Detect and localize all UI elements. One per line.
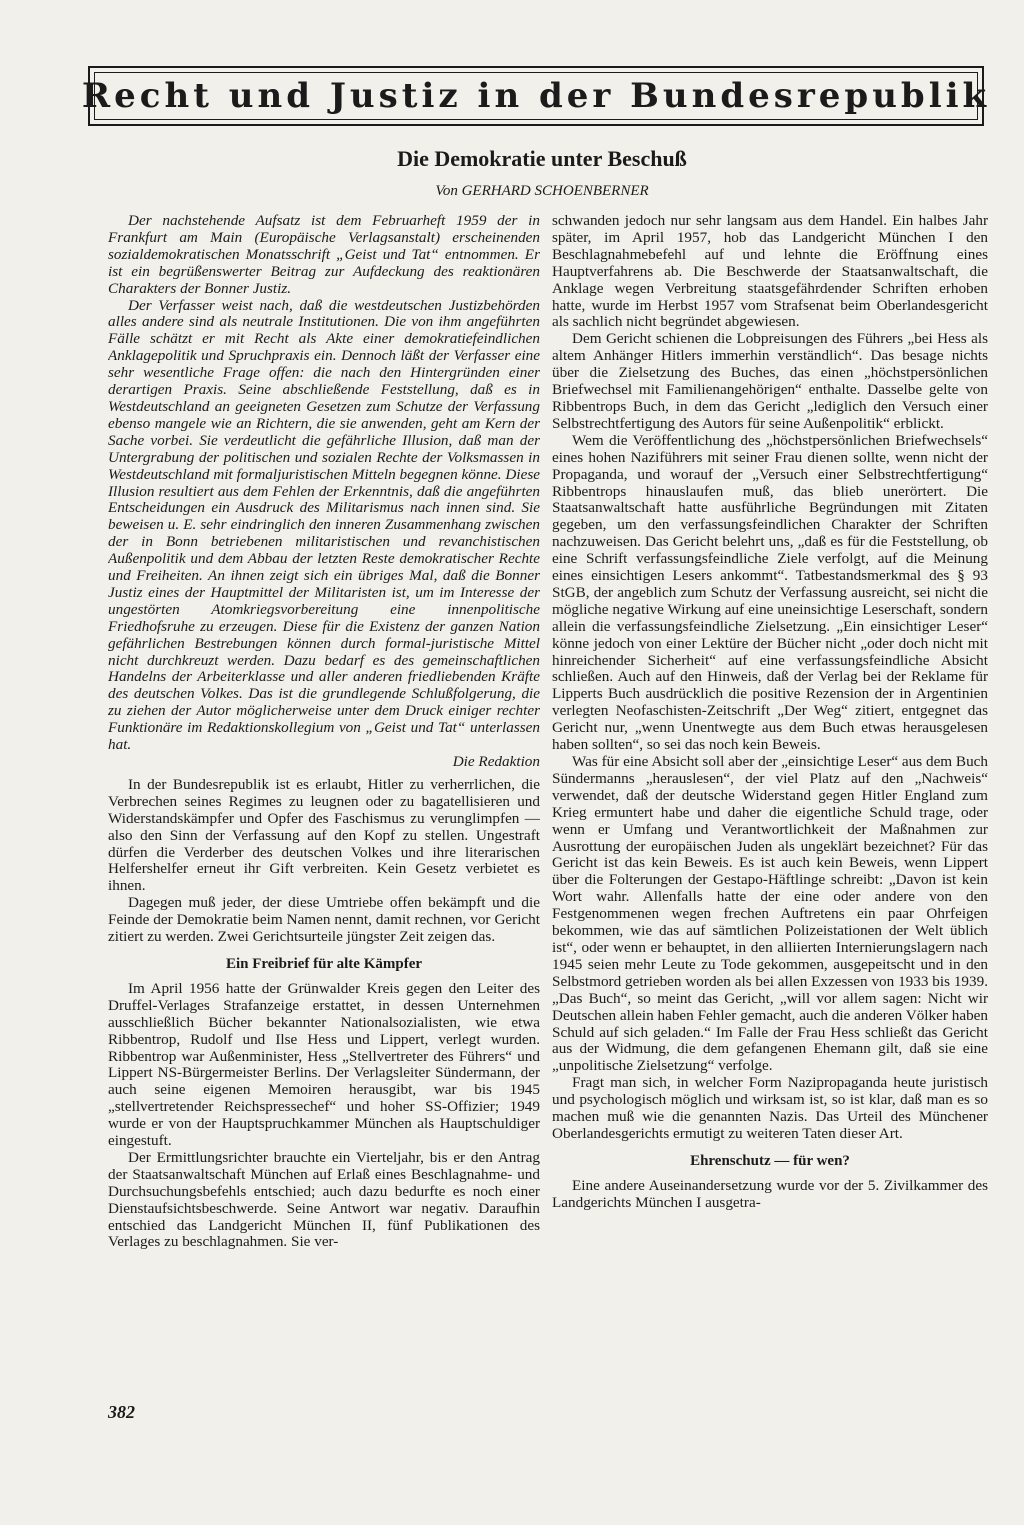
body-paragraph: Eine andere Auseinandersetzung wurde vor der 5. Zivilkammer des Landgerichts München I ausgetra- — [552, 1176, 988, 1211]
article-title: Die Demokratie unter Beschuß — [397, 146, 687, 171]
body-paragraph: Dagegen muß jeder, der diese Umtriebe offen bekämpft und die Feinde der Demokratie beim Namen nennt, damit rechnen, vor Gericht zitiert zu werden. Zwei Gerichtsurteile jüngster Zeit zeigen das. — [108, 894, 540, 946]
article-byline: Von GERHARD SCHOENBERNER — [435, 183, 649, 199]
page-number: 382 — [108, 1402, 135, 1422]
intro-paragraph: Der nachstehende Aufsatz ist dem Februarheft 1959 der in Frankfurt am Main (Europäische Verlagsanstalt) erscheinenden sozialdemokratischen Monatsschrift „Geist und Tat“ entnommen. Er ist ein begrüßenswerter Beitrag zur Aufdeckung des reaktionären Charakters der Bonner Justiz. — [108, 213, 540, 297]
intro-paragraph: Der Verfasser weist nach, daß die westdeutschen Justizbehörden alles andere sind als neutrale Institutionen. Die von ihm angeführten Fälle schätzt er mit Recht als Akte einer demokratiefeindlichen Anklagepolitik und Spruchpraxis ein. Dennoch läßt der Verfasser eine sehr wesentliche Frage offen: die nach den Hintergründen einer derartigen Praxis. Seine abschließende Feststellung, daß es in Westdeutschland an geeigneten Gesetzen zum Schutze der Verfassung ebenso mangele wie an Richtern, die sie anwenden, geht am Kern der Sache vorbei. Sie verdeutlicht die gefährliche Illusion, daß man der Untergrabung der politischen und sozialen Rechte der Volksmassen in Westdeutschland mit formaljuristischen Mitteln begegnen könne. Diese Illusion resultiert aus dem Fehlen der Erkenntnis, daß die angeführten Entscheidungen ein Ausdruck des Militarismus nach innen sind. Sie beweisen u. E. sehr eindringlich den inneren Zusammenhang zwischen der in Bonn betriebenen militaristischen und revanchistischen Außenpolitik und dem Abbau der letzten Reste demokratischer Rechte und Freiheiten. An ihnen zeigt sich ein übriges Mal, daß die Bonner Justiz eines der Hauptmittel der Militaristen ist, um im Interesse der ungestörten Atomkriegsvorbereitung eine innenpolitische Friedhofsruhe zu erzeugen. Diese für die Existenz der ganzen Nation gefährlichen Bestrebungen können durch formal-juristische Mittel nicht durchkreuzt werden. Dazu bedarf es des gemeinschaftlichen Handelns der Arbeiterklasse und aller anderen friedliebenden Kräfte des deutschen Volkes. Das ist die grundlegende Schlußfolgerung, die zu ziehen der Autor möglicherweise unter dem Druck einiger rechter Funktionäre im Redaktionskollegium von „Geist und Tat“ unterlassen hat. — [108, 296, 540, 754]
body-paragraph: schwanden jedoch nur sehr langsam aus dem Handel. Ein halbes Jahr später, im April 1957, hob das Landgericht München I den Beschlagnahmebefehl auf und lehnte die Eröffnung eines Hauptverfahrens ab. Die Beschwerde der Staatsanwaltschaft, die Anklage wegen Verbreitung staatsgefährdender Schriften erhoben hatte, wurde im Herbst 1957 vom Strafsenat beim Oberlandesgericht als sachlich nicht begründet abgewiesen. — [552, 213, 988, 331]
section-heading: Ein Freibrief für alte Kämpfer — [225, 955, 423, 972]
intro-signature: Die Redaktion — [452, 753, 540, 770]
right-column — [552, 213, 988, 1405]
body-paragraph: Dem Gericht schienen die Lobpreisungen des Führers „bei Hess als altem Anhänger Hitlers immerhin verständlich“. Das besage nichts über die Zielsetzung des Buches, das einen „höchstpersönlichen Briefwechsel mit Familienangehörigen“ enthalte. Dasselbe gelte von Ribbentrops Buch, in dem das Gericht „lediglich den Versuch einer Selbstrechtfertigung des Autors für seine Außenpolitik“ erblickt. — [552, 330, 988, 432]
section-heading: Ehrenschutz — für wen? — [690, 1152, 850, 1169]
body-paragraph: Wem die Veröffentlichung des „höchstpersönlichen Briefwechsels“ eines hohen Naziführers mit seiner Frau dienen sollte, wenn nicht der Propaganda, und worauf der „Versuch einer Selbstrechtfertigung“ Ribbentrops hinauslaufen muß, das blieb unerörtert. Die Staatsanwaltschaft hatte ausführliche Begründungen mit Zitaten gegeben, um den verfassungsfeindlichen Charakter der Schriften nachzuweisen. Das Gericht belehrt uns, „daß es für die Feststellung, ob eine Schrift verfassungsfeindliche Ziele verfolgt, auf die Meinung eines einsichtigen Lesers ankommt“. Tatbestandsmerkmal des § 93 StGB, der angeblich zum Schutz der Verfassung ausreicht, sei nicht die mögliche negative Wirkung auf eine uneinsichtige Leserschaft, sondern allein die verfassungsfeindliche Zielsetzung. „Ein einsichtiger Leser“ könne jedoch von einer Lektüre der Bücher nicht „oder doch nicht mit hinreichender Sicherheit“ auf eine verfassungsfeindliche Absicht schließen. Auch auf den Hinweis, daß der Verlag bei der Reklame für Lipperts Buch ausdrücklich die positive Rezension der in Argentinien verlegten Neofaschisten-Zeitschrift „Der Weg“ zitiert, entgegnet das Gericht nur, „wenn Unentwegte aus dem Buch etwas herausgelesen haben sollten“, so sei das noch kein Beweis. — [552, 431, 988, 754]
banner-title: Recht und Justiz in der Bundesrepublik — [81, 76, 991, 116]
body-paragraph: Was für eine Absicht soll aber der „einsichtige Leser“ aus dem Buch Sündermanns „herauslesen“, der viel Platz auf den „Nachweis“ verwendet, daß der deutsche Widerstand gegen Hitler England zum Krieg ermuntert habe und daher die eigentliche Schuld trage, oder wenn er Umfang und Verantwortlichkeit der Maßnahmen zur Ausrottung der europäischen Juden als ungeklärt bezeichnet? Für das Gericht ist das kein Beweis. Es ist auch kein Beweis, wenn Lippert über die Folterungen der Gestapo-Häftlinge schreibt: „Davon ist kein Wort wahr. Allenfalls hatte der eine oder andere von den Festgenommenen wegen frechen Auftretens ein paar Ohrfeigen bekommen, wie das auf sämtlichen Polizeistationen der Welt üblich ist“, oder wenn er behauptet, in den alliierten Internierungslagern nach 1945 seien mehr Leute zu Tode gekommen, ausgepeitscht und in den Selbstmord getrieben worden als bei allen Exzessen von 1933 bis 1939. „Das Buch“, so meint das Gericht, „will vor allem sagen: Nicht wir Deutschen allein haben Fehler gemacht, auch die anderen Völker haben Schuld auf sich geladen.“ Im Falle der Frau Hess schließt das Gericht aus der Widmung, die dem gefangenen Ehemann gilt, daß sie eine „unpolitische Zielsetzung“ verfolge. — [552, 753, 988, 1075]
section-banner — [81, 66, 991, 126]
editorial-intro — [108, 213, 540, 771]
body-paragraph: In der Bundesrepublik ist es erlaubt, Hitler zu verherrlichen, die Verbrechen seines Regimes zu leugnen oder zu bagatellisieren und Widerstandskämpfer und Opfer des Faschismus zu verunglimpfen — also den Sinn der Verfassung auf den Kopf zu stellen. Ungestraft dürfen die Verderber des deutschen Volkes und ihre literarischen Helfershelfer erneut ihr Gift verbreiten. Kein Gesetz verbietet es ihnen. — [108, 775, 540, 895]
left-column — [108, 213, 540, 1405]
body-paragraph: Fragt man sich, in welcher Form Nazipropaganda heute juristisch und psychologisch möglich und wirksam ist, so ist klar, daß man es so machen muß wie die genannten Nazis. Das Urteil des Münchener Oberlandesgerichts ermutigt zu weiteren Taten dieser Art. — [552, 1074, 988, 1142]
body-paragraph: Im April 1956 hatte der Grünwalder Kreis gegen den Leiter des Druffel-Verlages Strafanzeige erstattet, in dessen Unternehmen ausschließlich Bücher bekannter Nationalsozialisten, wie etwa Ribbentrop, Rudolf und Ilse Hess und Lippert, verlegt wurden. Ribbentrop war Außenminister, Hess „Stellvertreter des Führers“ und Lippert NS-Bürgermeister Berlins. Der Verlagsleiter Sündermann, der auch seine eigenen Memoiren herausgibt, war bis 1945 „stellvertretender Reichspressechef“ und hoher SS-Offizier; 1949 wurde er von der Hauptspruchkammer München als Hauptschuldiger eingestuft. — [108, 979, 540, 1150]
body-paragraph: Der Ermittlungsrichter brauchte ein Vierteljahr, bis er den Antrag der Staatsanwaltschaft München auf Erlaß eines Beschlagnahme- und Durchsuchungsbefehls entschied; auch dazu bedurfte es noch einer Dienstaufsichtsbeschwerde. Seine Antwort war negativ. Daraufhin entschied das Landgericht München II, fünf Publikationen des Verlages zu beschlagnahmen. Sie ver- — [108, 1148, 540, 1251]
